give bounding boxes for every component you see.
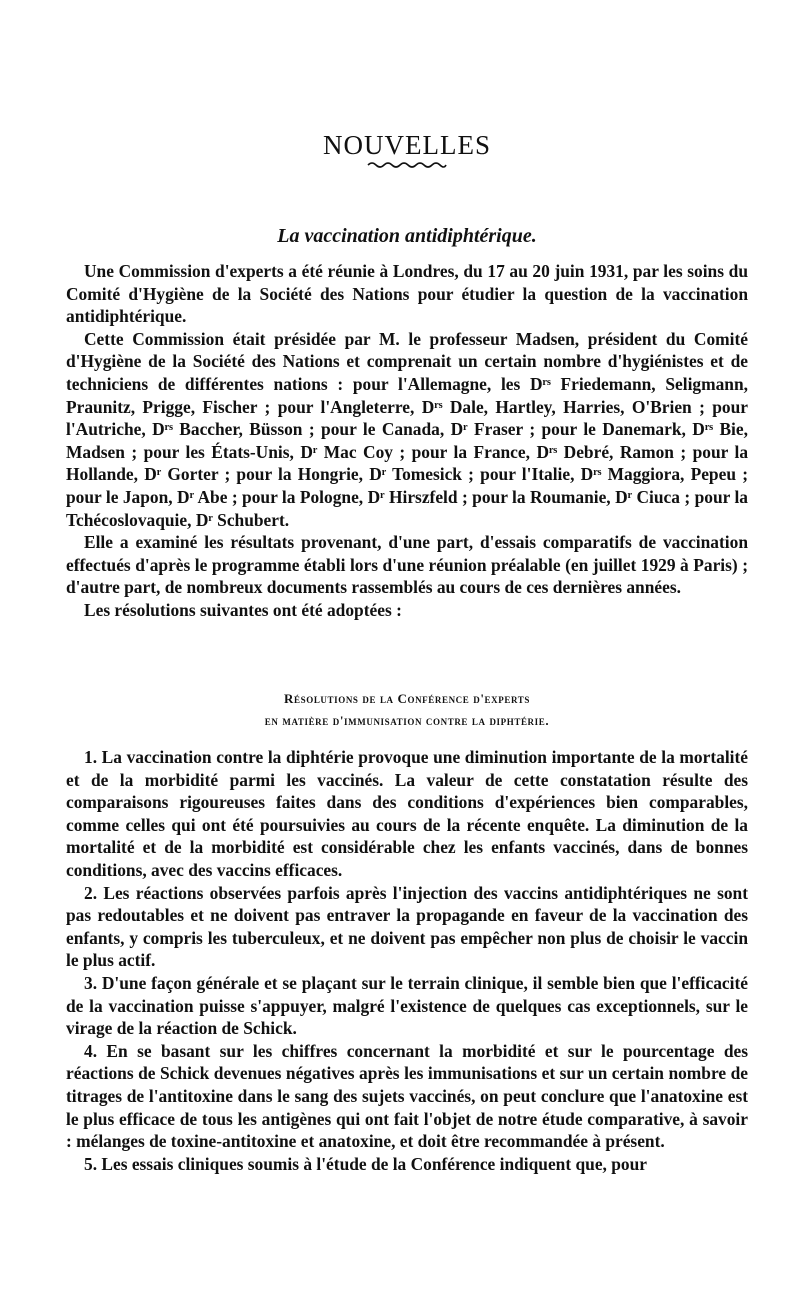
resolutions-heading-line-2: en matière d'immunisation contre la diphtérie. <box>264 713 550 728</box>
resolutions-heading-line-1: Résolutions de la Conférence d'experts <box>284 691 530 706</box>
resolutions-heading <box>66 688 748 732</box>
intro-paragraph-1: Une Commission d'experts a été réunie à Londres, du 17 au 20 juin 1931, par les soins du Comité d'Hygiène de la Société des Nations pour étudier la question de la vaccination antidiphtérique. <box>66 261 748 327</box>
intro-section <box>66 260 748 622</box>
intro-paragraph-4: Les résolutions suivantes ont été adoptées : <box>84 599 402 620</box>
resolution-item: 1. La vaccination contre la diphtérie provoque une diminution importante de la mortalité et de la morbidité parmi les vaccinés. La valeur de cette constatation résulte des comparaisons rigoureuses faites dans des conditions d'expériences bien comparables, comme celles qui ont été poursuivies au cours de la récente enquête. La diminution de la mortalité et de la morbidité est considérable chez les enfants vaccinés, dans de bonnes conditions, avec des vaccins efficaces. <box>66 747 748 880</box>
resolution-item: 2. Les réactions observées parfois après l'injection des vaccins antidiphtériques ne sont pas redoutables et ne doivent pas entraver la propagande en faveur de la vaccination des enfants, y compris les tuberculeux, et ne doivent pas empêcher non plus de choisir le vaccin le plus actif. <box>66 882 748 971</box>
resolutions-list <box>66 746 748 1175</box>
resolution-item: 5. Les essais cliniques soumis à l'étude de la Conférence indiquent que, pour <box>84 1153 648 1174</box>
page-title: NOUVELLES <box>323 130 491 161</box>
intro-paragraph-3: Elle a examiné les résultats provenant, d'une part, d'essais comparatifs de vaccination effectués d'après le programme établi lors d'une réunion préalable (en juillet 1929 à Paris) ; d'autre part, de nombreux documents rassemblés au cours de ces dernières années. <box>66 532 748 598</box>
resolution-item: 3. D'une façon générale et se plaçant sur le terrain clinique, il semble bien que l'efficacité de la vaccination puisse s'appuyer, malgré l'existence de quelques cas exceptionnels, sur le virage de la réaction de Schick. <box>66 972 748 1039</box>
intro-paragraph-2: Cette Commission était présidée par M. le professeur Madsen, président du Comité d'Hygiène de la Société des Nations et comprenait un certain nombre d'hygiénistes et de techniciens de différentes nations : pour l'Allemagne, les Dʳˢ Friedemann, Seligmann, Praunitz, Prigge, Fischer ; pour l'Angleterre, Dʳˢ Dale, Hartley, Harries, O'Brien ; pour l'Autriche, Dʳˢ Baccher, Büsson ; pour le Canada, Dʳ Fraser ; pour le Danemark, Dʳˢ Bie, Madsen ; pour les États-Unis, Dʳ Mac Coy ; pour la France, Dʳˢ Debré, Ramon ; pour la Hollande, Dʳ Gorter ; pour la Hongrie, Dʳ Tomesick ; pour l'Italie, Dʳˢ Maggiora, Pepeu ; pour le Japon, Dʳ Abe ; pour la Pologne, Dʳ Hirszfeld ; pour la Roumanie, Dʳ Ciuca ; pour la Tchécoslovaquie, Dʳ Schubert. <box>66 328 749 530</box>
resolution-item: 4. En se basant sur les chiffres concernant la morbidité et sur le pourcentage des réactions de Schick devenues négatives après les immunisations et sur un certain nombre de titrages de l'antitoxine dans le sang des sujets vaccinés, on peut conclure que l'anatoxine est le plus efficace de tous les antigènes qui ont fait l'objet de notre étude comparative, à savoir : mélanges de toxine-antitoxine et anatoxine, et doit être recommandée à présent. <box>66 1040 748 1152</box>
article-subtitle: La vaccination antidiphtérique. <box>277 224 537 247</box>
flourish-ornament <box>366 160 448 170</box>
